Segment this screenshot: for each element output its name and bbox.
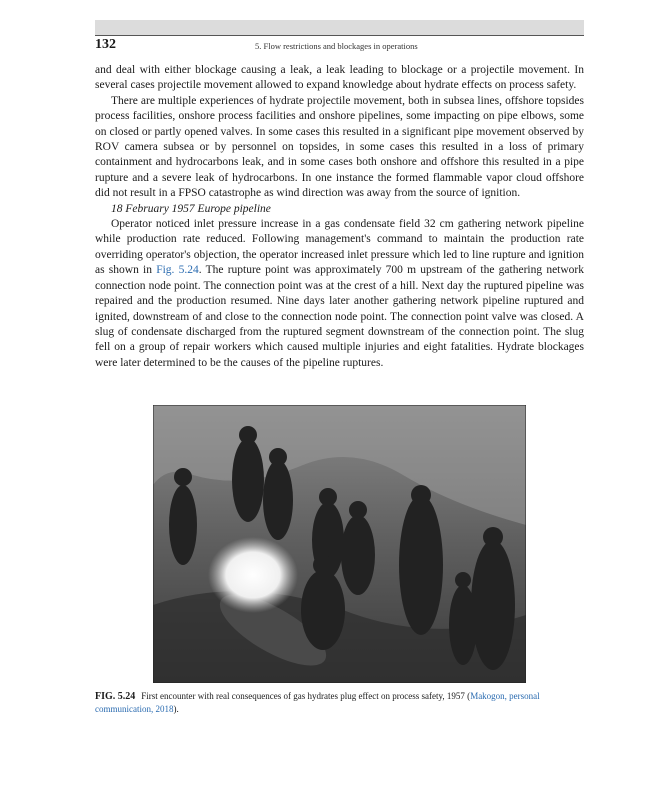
caption-text: First encounter with real consequences of gas hydrates plug effect on process safety, 1957 (: [141, 691, 471, 701]
header-rule: [95, 35, 584, 36]
header-bar: [95, 20, 584, 35]
pipeline-rupture-photo: [153, 405, 526, 683]
body-text: [95, 63, 584, 371]
caption-citation-link[interactable]: Makogon, personal communication, 2018: [95, 691, 540, 714]
paragraph-1: and deal with either blockage causing a leak, a leak leading to blockage or a projectile movement. In several cases projectile movement allowed to expand knowledge about hydrate effects on process safety.: [95, 64, 584, 92]
paragraph-3-text-end: . The rupture point was approximately 700 m upstream of the gathering network connection node point. The connection point was at the crest of a hill. Next day the ruptured pipeline was repaired and the production resumed. Nine days later another gathering network pipeline ruptured and ignited, downstream of and close to the connection node point. The connection point valve was closed. A slug of condensate discharged from the ruptured segment downstream of the connection point. The slug fell on a group of repair workers which caused multiple injuries and eight fatalities. Hydrate blockages were later determined to be the causes of the pipeline ruptures.: [95, 264, 584, 369]
figure-label: FIG. 5.24: [95, 691, 136, 702]
paragraph-3: [95, 217, 584, 371]
page-number: 132: [95, 37, 116, 52]
paragraph-2: There are multiple experiences of hydrate projectile movement, both in subsea lines, offshore topsides process facilities, onshore process facilities and onshore pipelines, some impacting on pipe elbows, some on closed or partly opened valves. In some cases this resulted in a significant pipe movement observed by ROV camera subsea or by personnel on topsides, in some cases this resulted in a loss of primary containment and hydrocarbons leak, and in some cases both onshore and offshore this resulted in a pipe rupture and a severe leak of hydrocarbons. In one instance the formed flammable vapor cloud offshore did not result in a FPSO catastrophe as wind direction was away from the source of ignition.: [95, 94, 584, 200]
caption-end: ).: [173, 704, 179, 714]
section-subheading: 18 February 1957 Europe pipeline: [111, 202, 271, 215]
running-head: 5. Flow restrictions and blockages in operations: [255, 41, 418, 51]
figure-caption: [95, 690, 584, 715]
paragraph-3-text-start: Operator noticed inlet pressure increase in a gas condensate field 32 cm gathering network pipeline while production rate reduced. Following management's command to maintain the production rate overriding operator's objection, the operator increased inlet pressure which led to line rupture and ignition as shown in: [95, 218, 584, 277]
figure-reference-link[interactable]: Fig. 5.24: [156, 264, 199, 277]
